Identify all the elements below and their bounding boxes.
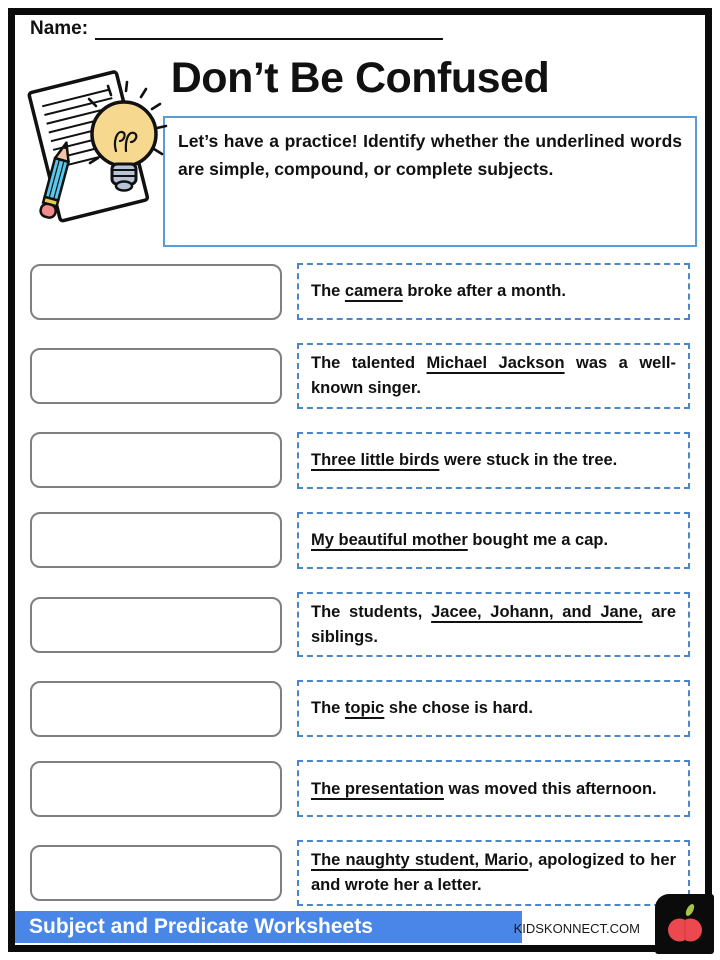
answer-input-box[interactable]	[30, 681, 282, 737]
sentence-segment: The	[311, 699, 345, 718]
worksheet-row	[30, 432, 690, 489]
sentence-text	[311, 848, 676, 898]
footer-site-name: KIDSKONNECT.COM	[513, 921, 640, 936]
footer-series-title: Subject and Predicate Worksheets	[29, 915, 373, 938]
sentence-segment: The students,	[311, 602, 432, 621]
sentence-segment: , apologized to her and wrote her a letter.	[311, 851, 676, 895]
answer-input-box[interactable]	[30, 761, 282, 817]
worksheet-row	[30, 343, 690, 409]
worksheet-row	[30, 263, 690, 320]
answer-input-box[interactable]	[30, 432, 282, 488]
sentence-segment: bought me a cap.	[467, 530, 609, 549]
sentence-box	[297, 263, 690, 320]
worksheet-row	[30, 592, 690, 658]
sentence-text	[311, 448, 676, 473]
sentence-segment: she chose is hard.	[384, 699, 533, 718]
sentence-text	[311, 696, 676, 721]
sentence-segment: Jacee, Johann, and Jane,	[431, 602, 643, 621]
name-input-line[interactable]	[95, 17, 443, 40]
sentence-segment: The	[311, 282, 345, 301]
answer-input-box[interactable]	[30, 597, 282, 653]
sentence-segment: camera	[344, 282, 403, 301]
paper-pencil-lightbulb-illustration	[18, 64, 170, 231]
instruction-text: Let’s have a practice! Identify whether the underlined words are simple, compound, or complete subjects.	[178, 131, 682, 179]
sentence-segment: The naughty student, Mario	[311, 851, 529, 870]
sentence-box	[297, 343, 690, 409]
sentence-box	[297, 760, 690, 817]
answer-input-box[interactable]	[30, 348, 282, 404]
apple-logo	[655, 894, 714, 954]
page-title: Don’t Be Confused	[170, 54, 550, 102]
answer-input-box[interactable]	[30, 512, 282, 568]
sentence-segment: Three little birds	[311, 450, 440, 469]
sentence-box	[297, 432, 690, 489]
worksheet-row	[30, 512, 690, 569]
worksheet-row	[30, 840, 690, 906]
name-row	[30, 17, 443, 40]
instruction-box	[163, 116, 697, 247]
sentence-text	[311, 351, 676, 401]
sentence-segment: The presentation	[311, 779, 444, 798]
sentence-segment: The talented	[311, 354, 427, 373]
sentence-segment: My beautiful mother	[311, 530, 468, 549]
answer-input-box[interactable]	[30, 845, 282, 901]
sentence-segment: broke after a month.	[402, 282, 566, 301]
sentence-box	[297, 512, 690, 569]
apple-icon	[664, 901, 706, 947]
worksheet-row	[30, 680, 690, 737]
worksheet-rows	[30, 263, 690, 906]
name-label: Name:	[30, 18, 89, 39]
sentence-text	[311, 279, 676, 304]
sentence-text	[311, 777, 676, 802]
sentence-segment: Michael Jackson	[426, 354, 565, 373]
sentence-text	[311, 600, 676, 650]
sentence-segment: was a well-known singer.	[311, 354, 676, 397]
answer-input-box[interactable]	[30, 264, 282, 320]
sentence-text	[311, 528, 676, 553]
sentence-box	[297, 680, 690, 737]
sentence-segment: was moved this afternoon.	[443, 779, 657, 798]
footer-bar	[15, 911, 522, 943]
worksheet-row	[30, 760, 690, 817]
sentence-segment: were stuck in the tree.	[439, 450, 618, 469]
sentence-box	[297, 840, 690, 906]
sentence-segment: are siblings.	[311, 602, 677, 646]
sentence-box	[297, 592, 690, 658]
sentence-segment: topic	[344, 699, 385, 718]
